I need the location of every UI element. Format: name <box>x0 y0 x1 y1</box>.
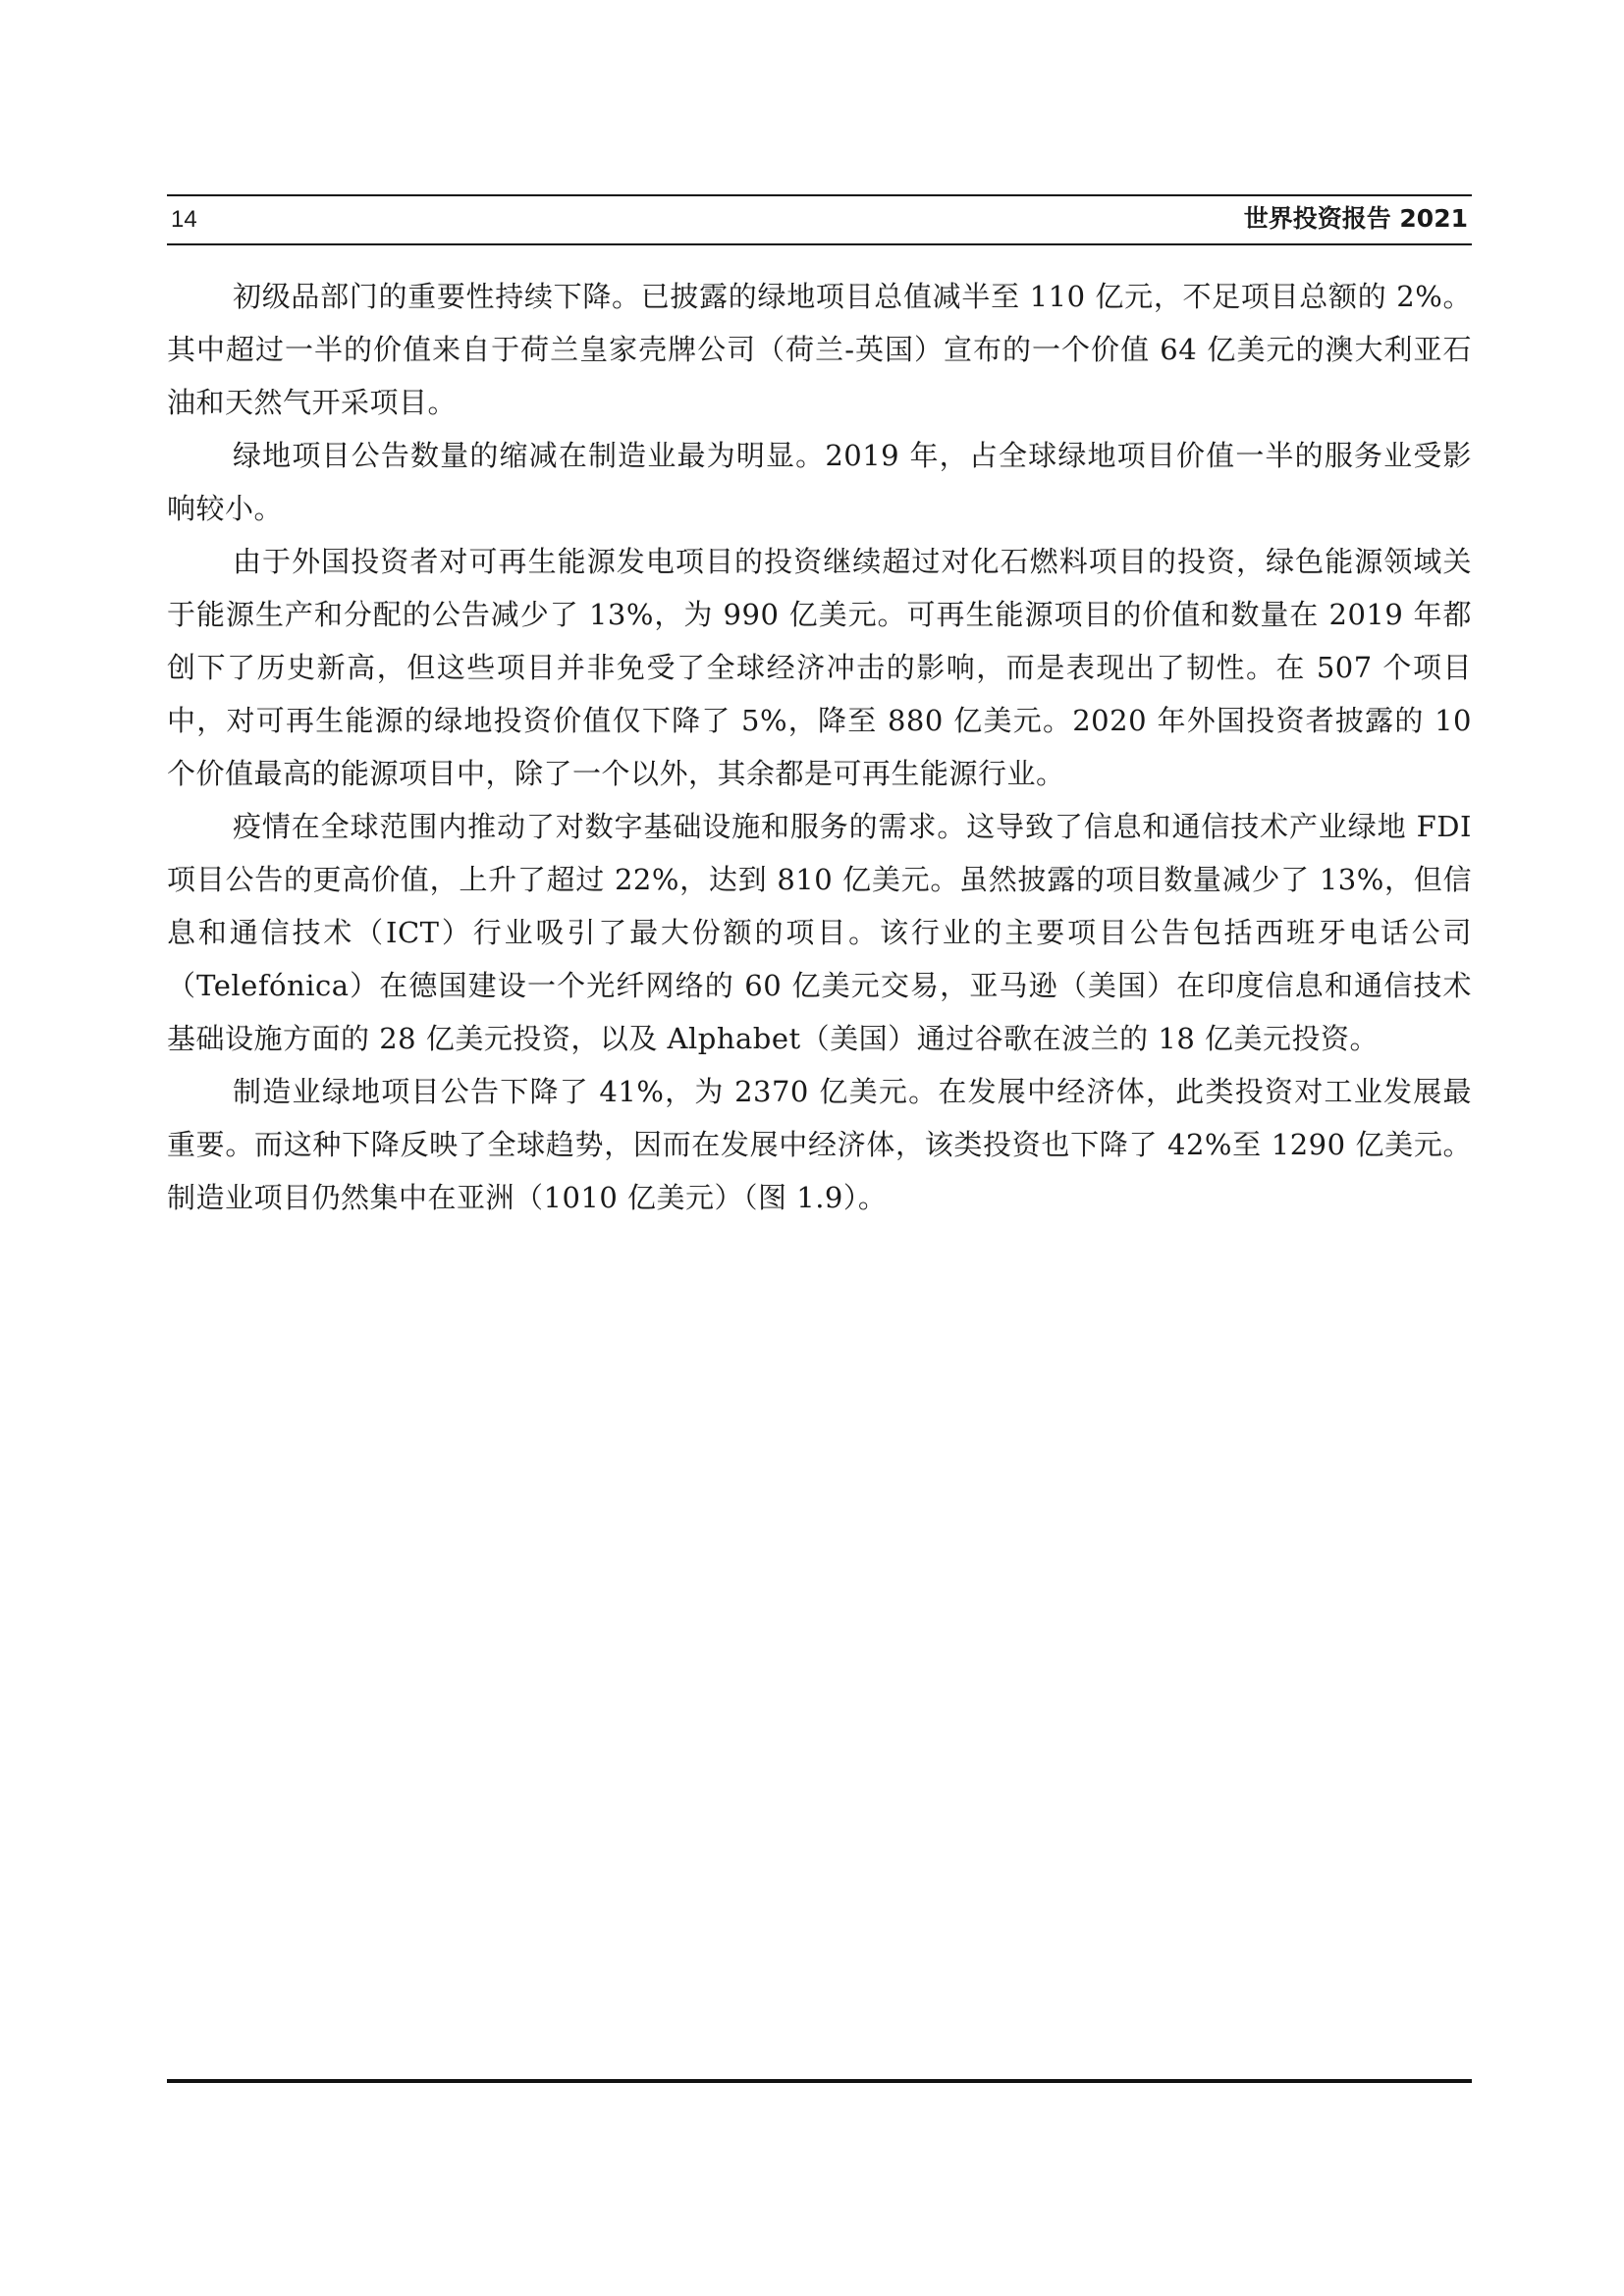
paragraph: 初级品部门的重要性持续下降。已披露的绿地项目总值减半至 110 亿元，不足项目总额的 2%。其中超过一半的价值来自于荷兰皇家壳牌公司（荷兰-英国）宣布的一个价值 64 亿美元的澳大利亚石油和天然气开采项目。 <box>167 280 1472 419</box>
page-header <box>167 194 1472 245</box>
paragraph: 制造业绿地项目公告下降了 41%，为 2370 亿美元。在发展中经济体，此类投资对工业发展最重要。而这种下降反映了全球趋势，因而在发展中经济体，该类投资也下降了 42%至 1290 亿美元。制造业项目仍然集中在亚洲（1010 亿美元）（图 1.9）。 <box>167 1075 1472 1214</box>
paragraph: 绿地项目公告数量的缩减在制造业最为明显。2019 年，占全球绿地项目价值一半的服务业受影响较小。 <box>167 439 1472 525</box>
running-title: 世界投资报告 2021 <box>1243 204 1468 233</box>
page-number: 14 <box>171 206 197 233</box>
paragraph: 疫情在全球范围内推动了对数字基础设施和服务的需求。这导致了信息和通信技术产业绿地 FDI 项目公告的更高价值，上升了超过 22%，达到 810 亿美元。虽然披露的项目数量减少了 13%，但信息和通信技术（ICT）行业吸引了最大份额的项目。该行业的主要项目公告包括西班牙电话公司（Telefónica）在德国建设一个光纤网络的 60 亿美元交易，亚马逊（美国）在印度信息和通信技术基础设施方面的 28 亿美元投资，以及 Alphabet（美国）通过谷歌在波兰的 18 亿美元投资。 <box>167 810 1472 1055</box>
body-text <box>167 270 1472 1224</box>
paragraph: 由于外国投资者对可再生能源发电项目的投资继续超过对化石燃料项目的投资，绿色能源领域关于能源生产和分配的公告减少了 13%，为 990 亿美元。可再生能源项目的价值和数量在 2019 年都创下了历史新高，但这些项目并非免受了全球经济冲击的影响，而是表现出了韧性。在 507 个项目中，对可再生能源的绿地投资价值仅下降了 5%，降至 880 亿美元。2020 年外国投资者披露的 10 个价值最高的能源项目中，除了一个以外，其余都是可再生能源行业。 <box>167 545 1472 790</box>
footer-rule <box>167 2079 1472 2083</box>
